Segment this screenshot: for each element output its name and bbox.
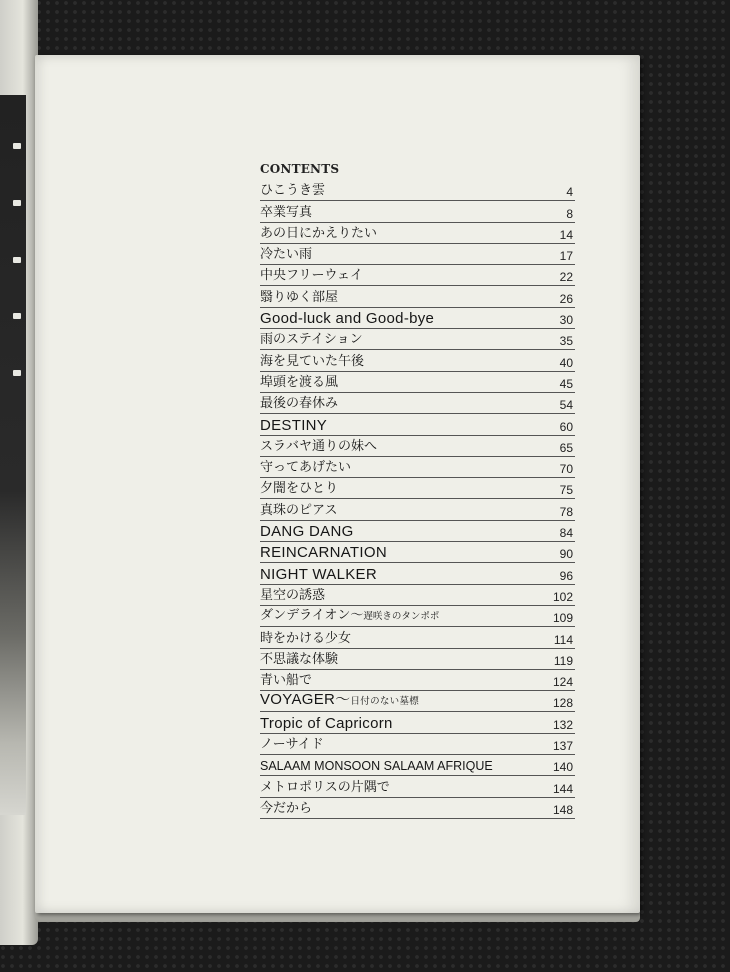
toc-page-number: 8	[566, 206, 573, 221]
toc-row	[260, 649, 575, 670]
toc-row	[260, 350, 575, 371]
toc-title: ひこうき雲	[260, 183, 326, 199]
toc-page-number: 60	[559, 419, 573, 434]
toc-page-number: 17	[559, 249, 573, 264]
toc-page-number: 54	[559, 398, 573, 413]
photo-highlight	[13, 313, 21, 319]
toc-title: NIGHT WALKER	[260, 565, 377, 583]
toc-row	[260, 308, 575, 329]
toc-page-number: 96	[559, 568, 573, 583]
toc-title: 最後の春休み	[260, 396, 339, 412]
toc-page-number: 124	[552, 675, 573, 690]
toc-row	[260, 776, 575, 797]
toc-page-number: 119	[553, 653, 573, 668]
toc-row	[260, 223, 575, 244]
toc-row	[260, 393, 575, 414]
toc-page-number: 65	[559, 440, 573, 455]
toc-row	[260, 329, 575, 350]
toc-title: 今だから	[260, 800, 313, 816]
toc-row	[260, 627, 575, 648]
toc-page-number: 132	[552, 717, 573, 732]
toc-title: 冷たい雨	[260, 247, 313, 263]
photo-highlight	[13, 257, 21, 263]
toc-row	[260, 734, 575, 755]
toc-subtitle: 遅咲きのタンポポ	[363, 611, 440, 623]
toc-title-group	[260, 608, 439, 625]
facing-page-photo	[0, 95, 26, 815]
toc-page-number: 102	[552, 589, 573, 604]
toc-row	[260, 201, 575, 222]
toc-row	[260, 180, 575, 201]
toc-title: 海を見ていた午後	[260, 353, 365, 369]
toc-row	[260, 521, 575, 542]
toc-list	[260, 180, 575, 819]
toc-row	[260, 755, 575, 776]
toc-title: 卒業写真	[260, 204, 313, 220]
toc-page-number: 137	[552, 739, 573, 754]
toc-title: 青い船で	[260, 673, 313, 689]
toc-page-number: 22	[559, 270, 573, 285]
toc-page-number: 4	[566, 185, 573, 200]
toc-page-number: 40	[559, 355, 573, 370]
toc-title: 翳りゆく部屋	[260, 289, 339, 305]
toc-title: DANG DANG	[260, 523, 354, 541]
toc-title: 夕闇をひとり	[260, 481, 339, 497]
photo-highlight	[13, 200, 21, 206]
toc-row	[260, 372, 575, 393]
toc-page-number: 30	[559, 313, 573, 328]
toc-row	[260, 670, 575, 691]
toc-page-number: 90	[559, 547, 573, 562]
toc-row	[260, 585, 575, 606]
toc-heading: CONTENTS	[260, 162, 340, 176]
toc-title: 星空の誘惑	[260, 587, 326, 603]
toc-row	[260, 244, 575, 265]
table-of-contents	[260, 158, 575, 819]
toc-title: あの日にかえりたい	[260, 225, 378, 241]
toc-title: 中央フリーウェイ	[260, 268, 363, 284]
toc-title: ダンデライオン〜	[260, 608, 364, 624]
toc-title: 不思議な体験	[260, 651, 339, 667]
toc-row	[260, 798, 575, 819]
toc-title: ノーサイド	[260, 737, 324, 753]
toc-page-number: 148	[552, 802, 573, 817]
toc-title-group	[260, 692, 419, 710]
toc-page-number: 144	[552, 781, 573, 796]
toc-title: 守ってあげたい	[260, 460, 352, 476]
toc-page-number: 140	[552, 760, 573, 775]
toc-row	[260, 286, 575, 307]
toc-title: REINCARNATION	[260, 544, 387, 562]
toc-row	[260, 436, 575, 457]
toc-title: Good-luck and Good-bye	[260, 310, 435, 328]
toc-title: SALAAM MONSOON SALAAM AFRIQUE	[260, 759, 493, 774]
toc-row	[260, 542, 575, 563]
toc-title: 雨のステイション	[260, 332, 363, 348]
toc-page-number: 109	[552, 611, 573, 626]
toc-row	[260, 606, 575, 627]
toc-page-number: 35	[559, 334, 573, 349]
toc-row	[260, 712, 575, 733]
toc-title: 真珠のピアス	[260, 502, 338, 518]
toc-title: DESTINY	[260, 416, 328, 434]
toc-row	[260, 265, 575, 286]
toc-page-number: 26	[559, 291, 573, 306]
toc-subtitle: 日付のない墓標	[350, 696, 420, 708]
toc-row	[260, 414, 575, 435]
toc-title: 埠頭を渡る風	[260, 374, 339, 390]
photo-highlight	[13, 143, 21, 149]
toc-row	[260, 563, 575, 584]
toc-page-number: 84	[559, 526, 573, 541]
toc-page-number: 75	[559, 483, 573, 498]
toc-row	[260, 499, 575, 520]
toc-row	[260, 457, 575, 478]
toc-page-number: 128	[552, 696, 573, 711]
toc-title: VOYAGER〜	[260, 691, 351, 709]
toc-page-number: 14	[559, 227, 573, 242]
toc-title: 時をかける少女	[260, 630, 352, 646]
toc-row	[260, 691, 575, 712]
toc-page-number: 45	[559, 376, 573, 391]
photo-highlight	[13, 370, 21, 376]
toc-title: メトロポリスの片隅で	[260, 779, 390, 795]
toc-row	[260, 478, 575, 499]
toc-page-number: 114	[553, 632, 573, 647]
toc-page-number: 70	[559, 462, 573, 477]
toc-title: Tropic of Capricorn	[260, 714, 393, 732]
toc-title: スラバヤ通りの妹へ	[260, 438, 378, 454]
toc-page-number: 78	[559, 504, 573, 519]
